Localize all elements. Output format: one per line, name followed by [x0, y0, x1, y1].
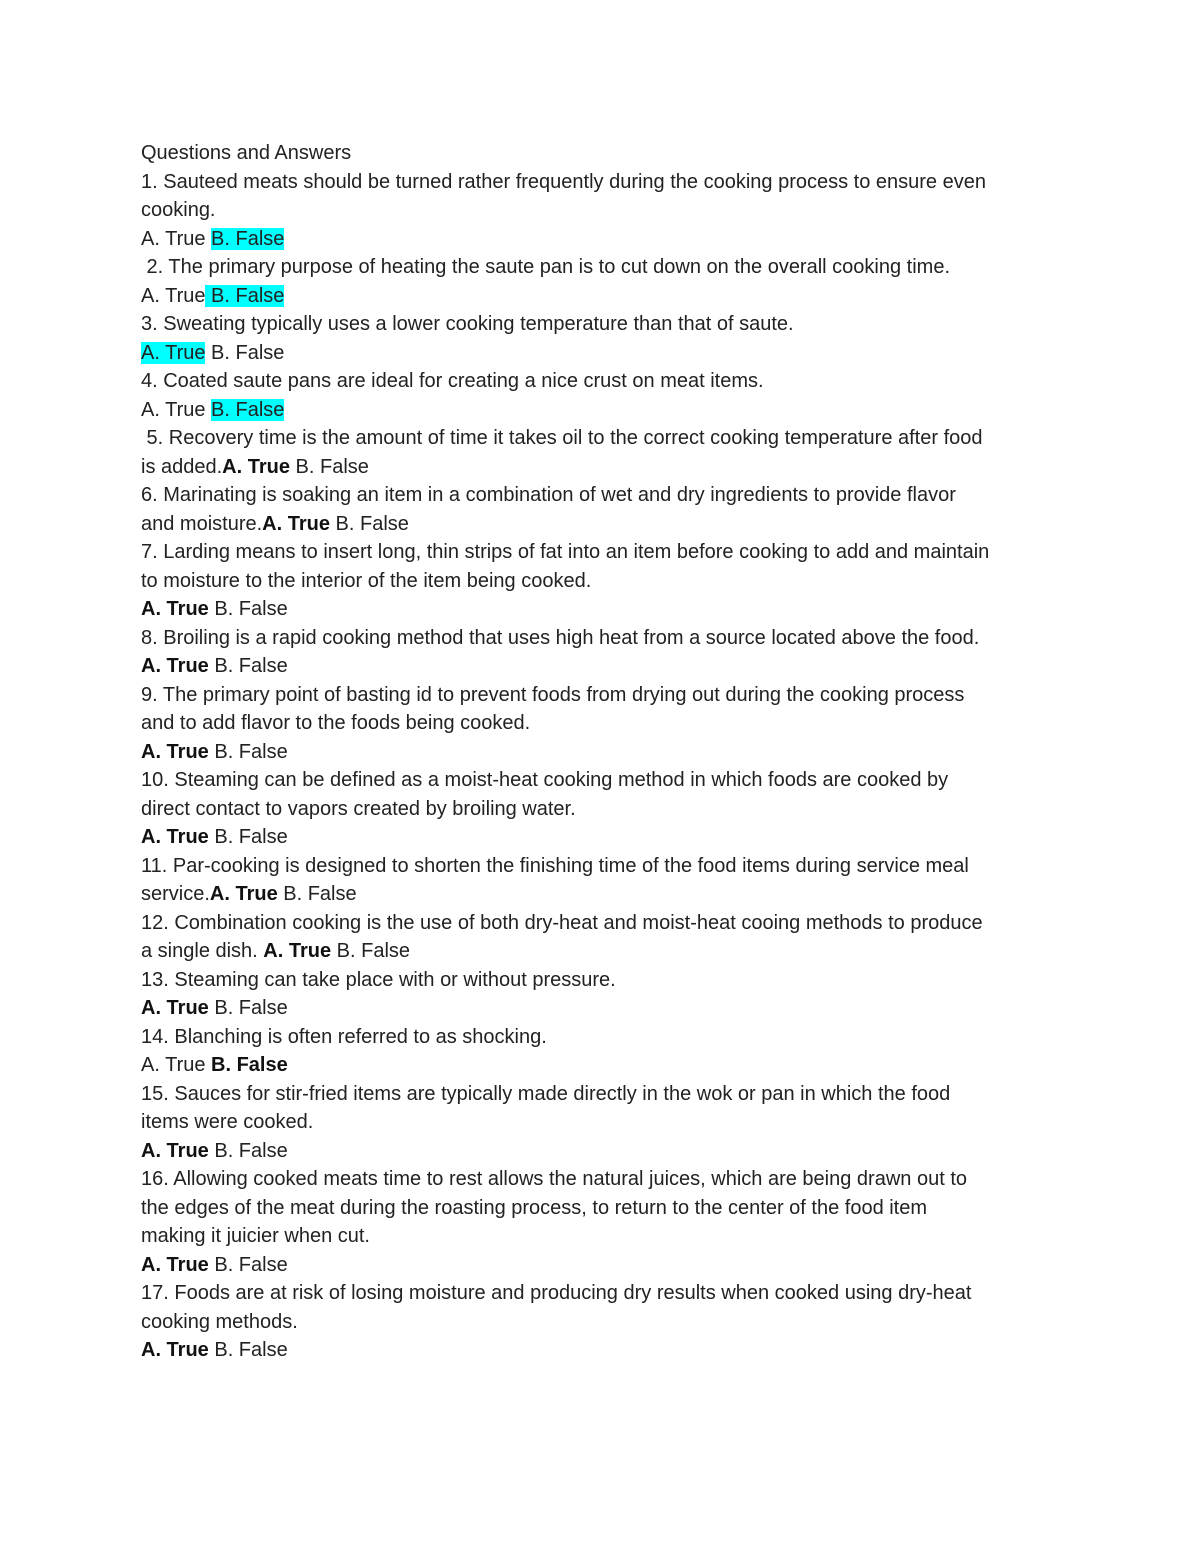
- document-line: [141, 310, 1071, 339]
- document-line: [141, 1194, 1071, 1223]
- line-text: 1. Sauteed meats should be turned rather frequently during the cooking process to ensure even: [141, 170, 986, 193]
- document-line: [141, 880, 1071, 909]
- answer-bold: A. True: [141, 1253, 209, 1276]
- line-text: B. False: [329, 512, 409, 535]
- line-text: B. False: [205, 341, 285, 364]
- line-text: and moisture.: [141, 512, 263, 535]
- line-text: to moisture to the interior of the item being cooked.: [141, 569, 592, 592]
- document-line: [141, 1251, 1071, 1280]
- document-line: [141, 652, 1071, 681]
- document-line: [141, 681, 1071, 710]
- document-line: [141, 567, 1071, 596]
- answer-bold: A. True: [141, 997, 209, 1019]
- line-text: B. False: [208, 826, 288, 848]
- line-text: A. True: [141, 227, 212, 250]
- document-line: [141, 624, 1071, 653]
- line-text: B. False: [277, 883, 357, 905]
- answer-bold: A. True: [263, 940, 332, 962]
- line-text: 12. Combination cooking is the use of both dry-heat and moist-heat cooing methods to produce: [141, 911, 983, 934]
- answer-bold: A. True: [141, 826, 209, 848]
- line-text: 5. Recovery time is the amount of time it takes oil to the correct cooking temperature after food: [141, 427, 983, 449]
- document-title: Questions and Answers: [141, 142, 352, 164]
- document-line: [141, 1137, 1071, 1166]
- line-text: 14. Blanching is often referred to as shocking.: [141, 1025, 547, 1048]
- line-text: 11. Par-cooking is designed to shorten the finishing time of the food items during service meal: [141, 854, 969, 877]
- document-line: [141, 1108, 1071, 1137]
- line-text: 8. Broiling is a rapid cooking method that uses high heat from a source located above the food.: [141, 626, 980, 649]
- document-line: [141, 196, 1071, 225]
- document-line: [141, 1051, 1071, 1080]
- line-text: direct contact to vapors created by broiling water.: [141, 797, 576, 820]
- line-text: B. False: [208, 1253, 288, 1276]
- document-line: [141, 823, 1071, 852]
- document-line: [141, 282, 1071, 311]
- line-text: 2. The primary purpose of heating the saute pan is to cut down on the overall cooking time.: [141, 256, 950, 278]
- document-line: [141, 538, 1071, 567]
- line-text: B. False: [208, 1339, 288, 1361]
- line-text: 15. Sauces for stir-fried items are typically made directly in the wok or pan in which the food: [141, 1082, 951, 1105]
- document-line: [141, 396, 1071, 425]
- line-text: A. True: [141, 398, 212, 421]
- document-line: [141, 1023, 1071, 1052]
- document-line: [141, 1279, 1071, 1308]
- document-line: [141, 225, 1071, 254]
- answer-bold: A. True: [222, 455, 290, 478]
- document-line: [141, 253, 1071, 282]
- document-line: [141, 595, 1071, 624]
- document-line: [141, 1222, 1071, 1251]
- document-line: [141, 453, 1071, 482]
- document-line: [141, 1308, 1071, 1337]
- document-line: [141, 709, 1071, 738]
- answer-bold: A. True: [141, 598, 209, 620]
- answer-bold: A. True: [262, 512, 330, 535]
- line-text: cooking methods.: [141, 1310, 298, 1333]
- document-line: [141, 367, 1071, 396]
- line-text: cooking.: [141, 199, 216, 221]
- document-line: [141, 994, 1071, 1023]
- line-text: the edges of the meat during the roasting process, to return to the center of the food item: [141, 1196, 928, 1219]
- document-line: [141, 1336, 1071, 1365]
- line-text: 10. Steaming can be defined as a moist-heat cooking method in which foods are cooked by: [141, 769, 949, 791]
- line-text: a single dish.: [141, 940, 264, 962]
- answer-highlight: B. False: [211, 398, 285, 421]
- line-text: 17. Foods are at risk of losing moisture and producing dry results when cooked using dry-heat: [141, 1282, 972, 1304]
- answer-highlight: B. False: [211, 227, 285, 250]
- line-text: 9. The primary point of basting id to prevent foods from drying out during the cooking process: [141, 683, 965, 706]
- answer-bold: B. False: [211, 1054, 288, 1076]
- document-line: [141, 795, 1071, 824]
- answer-bold: A. True: [141, 1339, 209, 1361]
- line-text: 13. Steaming can take place with or without pressure.: [141, 968, 616, 991]
- line-text: and to add flavor to the foods being cooked.: [141, 712, 531, 734]
- answer-bold: A. True: [209, 883, 278, 905]
- line-text: 6. Marinating is soaking an item in a combination of wet and dry ingredients to provide flavor: [141, 484, 956, 506]
- question-list: [141, 168, 1071, 1365]
- answer-highlight: B. False: [205, 284, 285, 307]
- answer-bold: A. True: [141, 740, 209, 763]
- document-body: [141, 139, 1071, 1365]
- line-text: 3. Sweating typically uses a lower cooking temperature than that of saute.: [141, 313, 794, 335]
- line-text: 4. Coated saute pans are ideal for creating a nice crust on meat items.: [141, 370, 764, 392]
- document-line: [141, 1165, 1071, 1194]
- line-text: B. False: [208, 598, 288, 620]
- line-text: making it juicier when cut.: [141, 1225, 370, 1247]
- document-line: [141, 481, 1071, 510]
- document-line: [141, 852, 1071, 881]
- line-text: B. False: [208, 740, 288, 763]
- line-text: B. False: [208, 1139, 288, 1162]
- document-line: [141, 966, 1071, 995]
- document-line: [141, 424, 1071, 453]
- document-line: [141, 738, 1071, 767]
- document-line: [141, 510, 1071, 539]
- line-text: B. False: [331, 940, 411, 962]
- line-text: items were cooked.: [141, 1111, 314, 1133]
- document-line: [141, 1080, 1071, 1109]
- document-line: [141, 909, 1071, 938]
- line-text: B. False: [208, 997, 288, 1019]
- document-line: [141, 766, 1071, 795]
- line-text: B. False: [289, 455, 369, 478]
- answer-highlight: A. True: [141, 341, 206, 364]
- line-text: is added.: [141, 455, 223, 478]
- document-line: [141, 168, 1071, 197]
- line-text: 7. Larding means to insert long, thin strips of fat into an item before cooking to add and maintain: [141, 541, 990, 563]
- document-line: [141, 339, 1071, 368]
- line-text: A. True: [141, 284, 206, 307]
- line-text: service.: [141, 883, 210, 905]
- document-line: [141, 937, 1071, 966]
- line-text: A. True: [141, 1054, 212, 1076]
- line-text: 16. Allowing cooked meats time to rest allows the natural juices, which are being drawn out to: [141, 1168, 967, 1190]
- answer-bold: A. True: [141, 1139, 209, 1162]
- answer-bold: A. True: [141, 655, 209, 677]
- line-text: B. False: [208, 655, 288, 677]
